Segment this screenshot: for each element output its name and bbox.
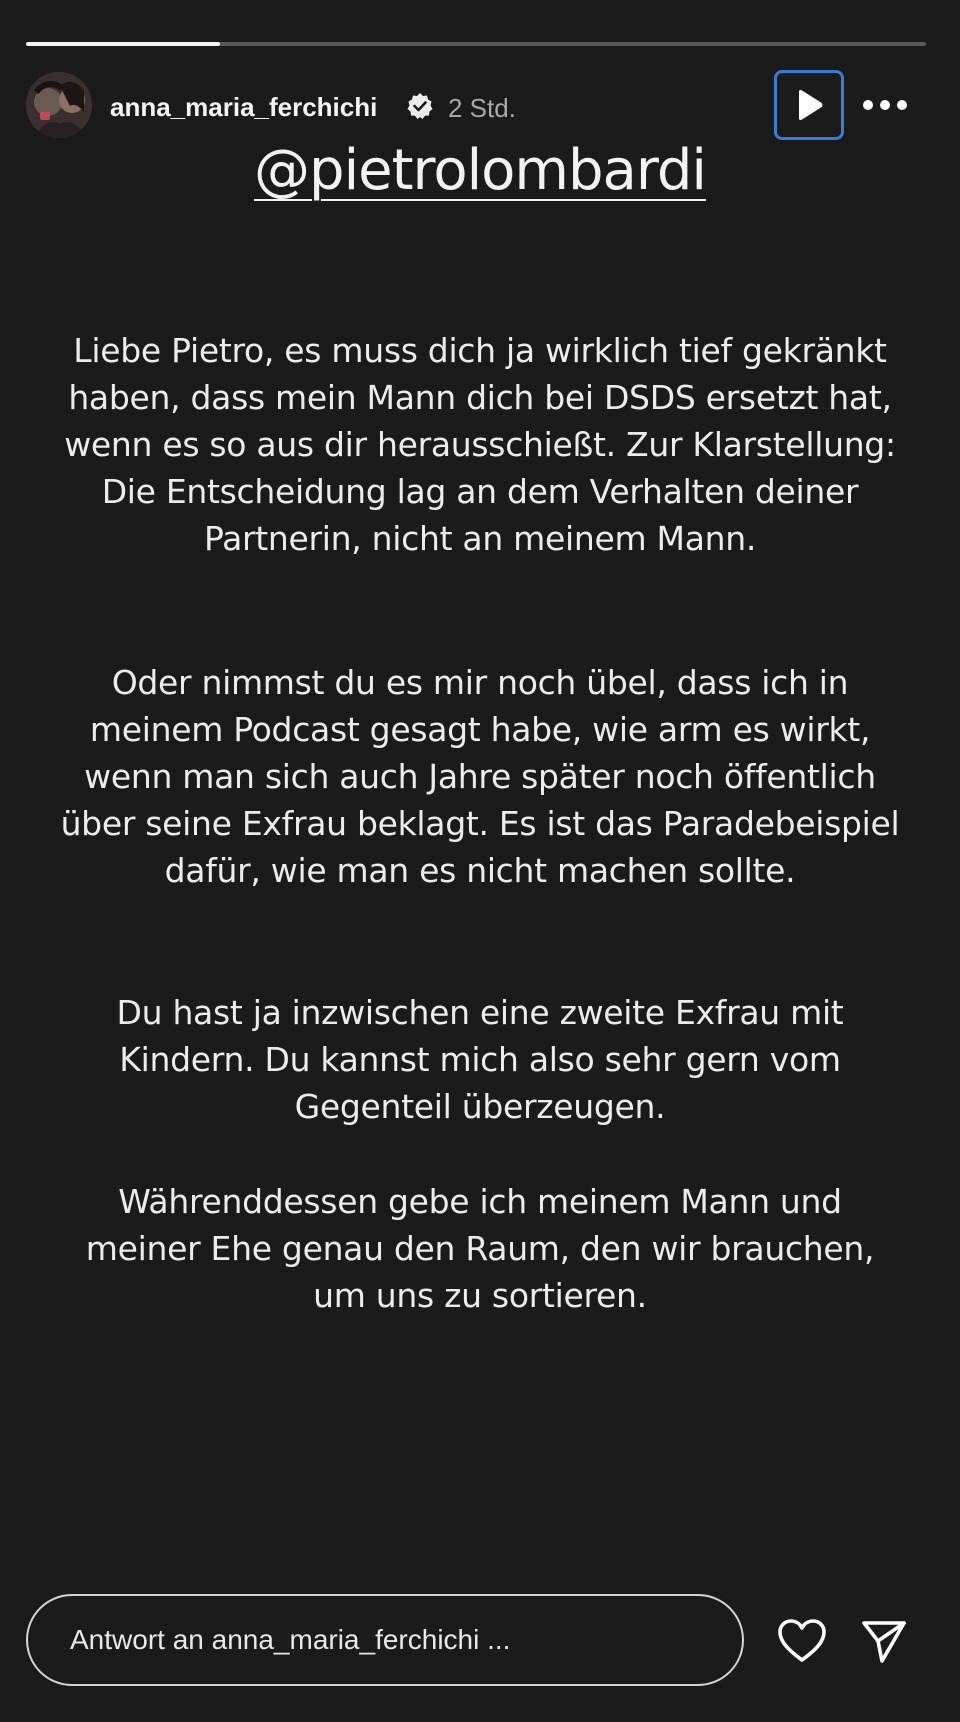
mention-text[interactable]: @pietrolombardi [254, 138, 706, 203]
story-progress-fill [26, 42, 220, 46]
play-icon [793, 88, 825, 122]
like-button[interactable] [774, 1616, 830, 1666]
story-text-paragraph-2: Oder nimmst du es mir noch übel, dass ich in meinem Podcast gesagt habe, wie arm es wirkt, wenn man sich auch Jahre später noch öffentlich über seine Exfrau beklagt. Es ist das Paradebeispiel dafür, wie man es nicht machen sollte. [60, 663, 900, 890]
verified-badge-icon [406, 92, 434, 120]
mention-sticker[interactable] [0, 138, 960, 203]
username[interactable]: anna_maria_ferchichi [110, 92, 378, 122]
story-progress-bar [26, 42, 926, 46]
post-timestamp: 2 Std. [448, 93, 516, 123]
avatar[interactable] [26, 72, 92, 138]
play-button[interactable] [774, 70, 844, 140]
reply-input[interactable]: Antwort an anna_maria_ferchichi ... [26, 1594, 744, 1686]
story-text-paragraph-3: Du hast ja inzwischen eine zweite Exfrau mit Kindern. Du kannst mich also sehr gern vom Gegenteil überzeugen. [116, 993, 844, 1126]
send-button[interactable] [856, 1614, 912, 1668]
send-icon [860, 1617, 908, 1665]
story-text-paragraph-4: Währenddessen gebe ich meinem Mann und meiner Ehe genau den Raum, den wir brauchen, um uns zu sortieren. [85, 1182, 875, 1315]
more-options-button[interactable] [860, 84, 910, 126]
heart-icon [777, 1618, 827, 1664]
story-text-paragraph-1: Liebe Pietro, es muss dich ja wirklich tief gekränkt haben, dass mein Mann dich bei DSDS ersetzt hat, wenn es so aus dir herausschießt. Zur Klarstellung: Die Entscheidung lag an dem Verhalten deiner Partnerin, nicht an meinem Mann. [64, 331, 896, 558]
more-horizontal-icon [862, 99, 908, 111]
story-header [26, 70, 926, 142]
